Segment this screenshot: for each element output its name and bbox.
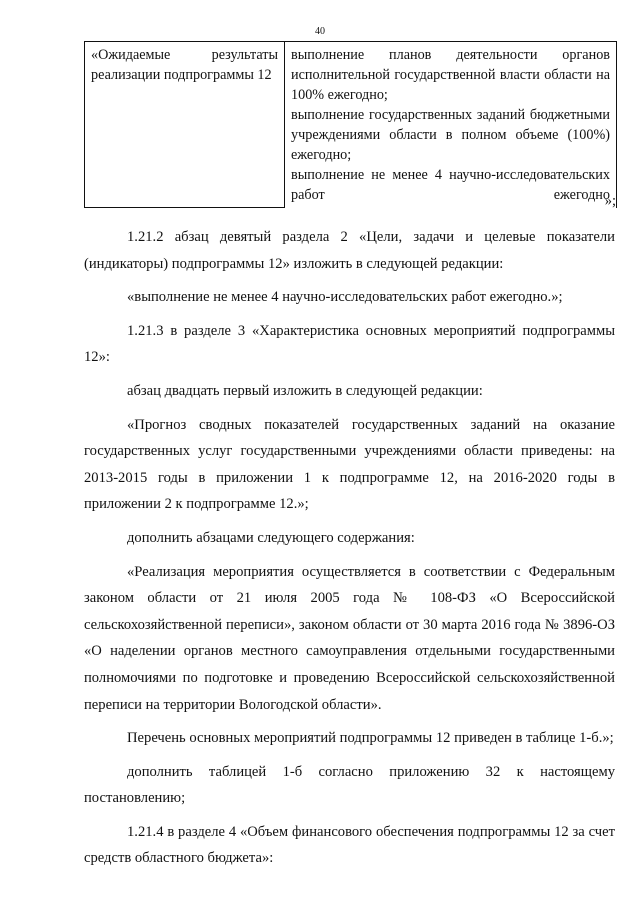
paragraph: дополнить таблицей 1-б согласно приложению 32 к настоящему постановлению; <box>84 763 615 807</box>
paragraph: абзац двадцать первый изложить в следующей редакции: <box>127 382 483 399</box>
table-value-line: выполнение государственных заданий бюджетными учреждениями области в полном объеме (100%) ежегодно; <box>291 107 610 163</box>
paragraph: «выполнение не менее 4 научно-исследовательских работ ежегодно.»; <box>127 289 563 306</box>
paragraph: дополнить абзацами следующего содержания: <box>127 529 415 546</box>
paragraph: 1.21.3 в разделе 3 «Характеристика основных мероприятий подпрограммы 12»: <box>84 322 615 366</box>
quote-close: »; <box>604 193 616 209</box>
paragraph: «Реализация мероприятия осуществляется в соответствии с Федеральным законом области от 21 июля 2005 года № 108-ФЗ «О Всероссийской сельскохозяйственной переписи», законом области от 30 марта 2016 года № 3896-ОЗ «О наделении органов местного самоуправления отдельными государственными полномочиями по подготовке и проведению Всероссийской сельскохозяйственной переписи на территории Вологодской области». <box>84 563 615 713</box>
results-table <box>84 41 617 208</box>
paragraph: 1.21.2 абзац девятый раздела 2 «Цели, задачи и целевые показатели (индикаторы) подпрограммы 12» изложить в следующей редакции: <box>84 229 615 272</box>
table-row <box>85 42 616 208</box>
paragraph: «Прогноз сводных показателей государственных заданий на оказание государственных услуг государственными учреждениями области приведены: на 2013-2015 годы в приложении 1 к подпрограмме 12, на 2016-2020 годы в приложении 2 к подпрограмме 12.»; <box>84 416 615 513</box>
paragraph: Перечень основных мероприятий подпрограммы 12 приведен в таблице 1-б.»; <box>127 730 614 747</box>
document-body <box>84 224 615 879</box>
table-cell-values <box>285 42 616 208</box>
page-number: 40 <box>315 26 325 37</box>
paragraph: 1.21.4 в разделе 4 «Объем финансового обеспечения подпрограммы 12 за счет средств областного бюджета»: <box>84 823 615 867</box>
table-value-line: выполнение планов деятельности органов исполнительной государственной власти области на 100% ежегодно; <box>291 47 610 103</box>
table-value-line: выполнение не менее 4 научно-исследовательских работ ежегодно <box>291 167 610 203</box>
table-cell-heading: «Ожидаемые результаты реализации подпрограммы 12 <box>85 42 285 208</box>
